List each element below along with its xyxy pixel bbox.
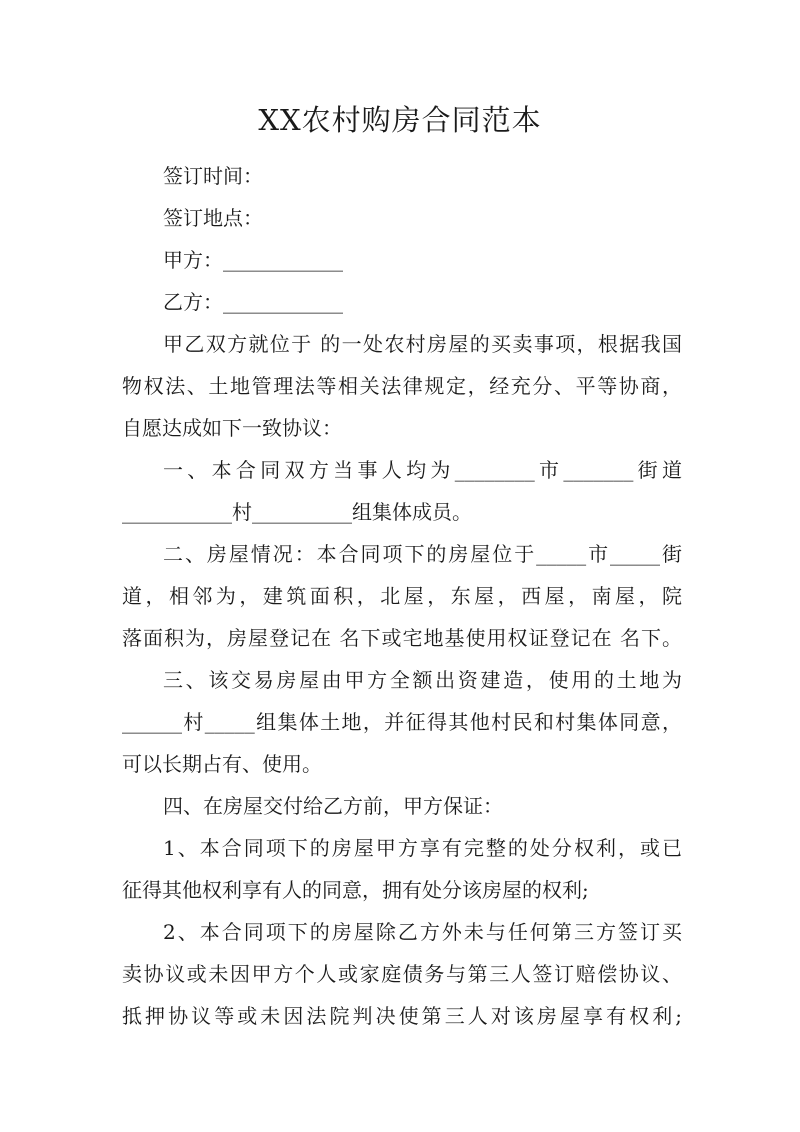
document-title: XX农村购房合同范本 [258, 103, 542, 137]
clause-4-item-1-line: 征得其他权利享有人的同意，拥有处分该房屋的权利; [122, 878, 589, 902]
party-b-line: 乙方：____________ [163, 290, 343, 314]
signing-place-line: 签订地点： [163, 206, 263, 230]
clause-3-line: 可以长期占有、使用。 [122, 752, 322, 776]
clause-4-item-1-line: 1、本合同项下的房屋甲方享有完整的处分权利，或已 [163, 836, 682, 860]
clause-4-item-2-line: 抵押协议等或未因法院判决使第三人对该房屋享有权利; [122, 1004, 682, 1028]
clause-4-heading: 四、在房屋交付给乙方前，甲方保证： [163, 794, 503, 818]
intro-paragraph-line: 自愿达成如下一致协议： [122, 416, 342, 440]
clause-4-item-2-line: 2、本合同项下的房屋除乙方外未与任何第三方签订买 [163, 920, 682, 944]
clause-4-item-2-line: 卖协议或未因甲方个人或家庭债务与第三人签订赔偿协议、 [122, 962, 682, 986]
intro-paragraph-line: 物权法、土地管理法等相关法律规定，经充分、平等协商， [122, 374, 682, 398]
intro-paragraph-line: 甲乙双方就位于 的一处农村房屋的买卖事项，根据我国 [163, 332, 682, 356]
clause-2-line: 道，相邻为，建筑面积，北屋，东屋，西屋，南屋，院 [122, 584, 682, 608]
clause-2-line: 二、房屋情况：本合同项下的房屋位于_____市_____街 [163, 542, 682, 566]
clause-3-line: ______村_____组集体土地，并征得其他村民和村集体同意， [122, 710, 682, 734]
signing-time-line: 签订时间： [163, 164, 263, 188]
clause-2-line: 落面积为，房屋登记在 名下或宅地基使用权证登记在 名下。 [122, 626, 682, 650]
clause-3-line: 三、该交易房屋由甲方全额出资建造，使用的土地为 [163, 668, 682, 692]
party-a-line: 甲方：____________ [163, 248, 343, 272]
clause-1-line: ___________村__________组集体成员。 [122, 500, 472, 524]
clause-1-line: 一、本合同双方当事人均为________市_______街道 [163, 458, 682, 482]
